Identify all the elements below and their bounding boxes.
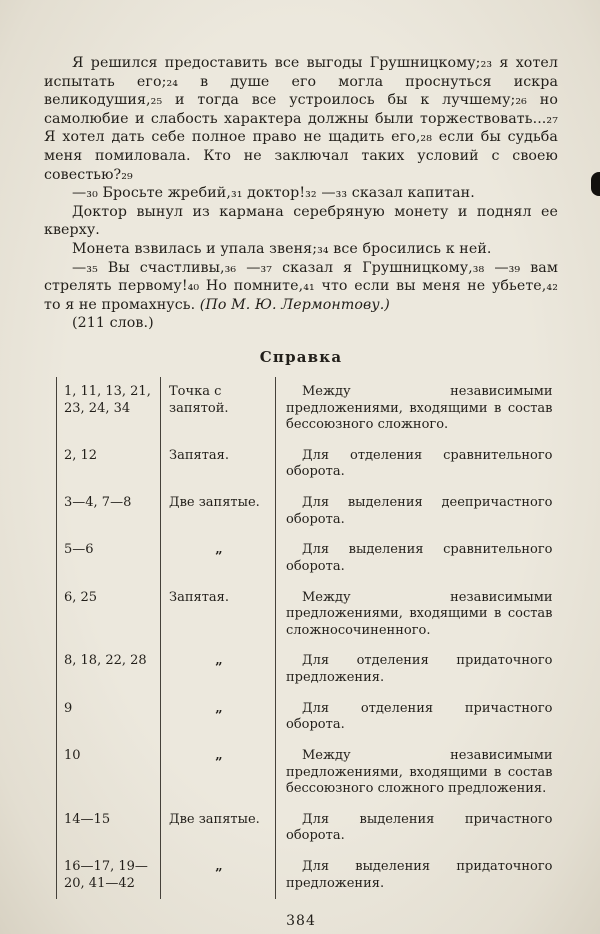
explanation-cell: Между независимыми предложениями, входящими в состав бессоюзного сложного предложения. — [276, 741, 557, 805]
table-row — [57, 377, 557, 441]
table-row — [57, 741, 557, 805]
table-row — [57, 805, 557, 852]
positions-cell: 1, 11, 13, 21, 23, 24, 34 — [57, 377, 161, 441]
table-row — [57, 646, 557, 693]
passage-paragraph — [44, 259, 558, 315]
mark-cell: „ — [161, 741, 276, 805]
mark-cell: „ — [161, 694, 276, 741]
explanation-cell: Между независимыми предложениями, входящими в состав сложносочиненного. — [276, 583, 557, 647]
explanation-cell: Для отделения причастного оборота. — [276, 694, 557, 741]
explanation-cell: Между независимыми предложениями, входящими в состав бессоюзного сложного. — [276, 377, 557, 441]
positions-cell: 9 — [57, 694, 161, 741]
positions-cell: 5—6 — [57, 535, 161, 582]
explanation-cell: Для выделения придаточного предложения. — [276, 852, 557, 899]
table-row — [57, 852, 557, 899]
positions-cell: 10 — [57, 741, 161, 805]
passage-paragraph: —₃₀ Бросьте жребий,₃₁ доктор!₃₂ —₃₃ сказал капитан. — [72, 185, 475, 202]
table-row — [57, 535, 557, 582]
positions-cell: 8, 18, 22, 28 — [57, 646, 161, 693]
positions-cell: 3—4, 7—8 — [57, 488, 161, 535]
explanation-cell: Для отделения сравнительного оборота. — [276, 441, 557, 488]
table-row — [57, 488, 557, 535]
mark-cell: „ — [161, 646, 276, 693]
mark-cell: Две запятые. — [161, 488, 276, 535]
author-attribution: (По М. Ю. Лермонтову.) — [199, 296, 390, 313]
mark-cell: „ — [161, 535, 276, 582]
reference-heading: Справка — [259, 347, 343, 366]
explanation-cell: Для выделения деепричастного оборота. — [276, 488, 557, 535]
passage-dialogue: —₃₅ Вы счастливы,₃₆ —₃₇ сказал я Грушницкому,₃₈ —₃₉ вам стрелять первому!₄₀ Но помните,₄₁ что если вы меня не убьете,₄₂ то я не промахнусь. — [44, 259, 558, 313]
mark-cell: Точка с запятой. — [161, 377, 276, 441]
passage-paragraph: Доктор вынул из кармана серебряную монету и поднял ее кверху. — [44, 203, 558, 239]
passage-paragraph: Я решился предоставить все выгоды Грушницкому;₂₃ я хотел испытать его;₂₄ в душе его могла проснуться искра великодушия,₂₅ и тогда все устроилось бы к лучшему;₂₆ но самолюбие и слабость характера должны были торжествовать...₂₇ Я хотел дать себе полное право не щадить его,₂₈ если бы судьба меня помиловала. Кто не заключал таких условий с своею совестью?₂₉ — [44, 55, 558, 183]
table-row — [57, 694, 557, 741]
positions-cell: 16—17, 19—20, 41—42 — [57, 852, 161, 899]
scan-artifact — [591, 172, 600, 196]
explanation-cell: Для выделения причастного оборота. — [276, 805, 557, 852]
table-row — [57, 583, 557, 647]
passage-paragraph: Монета взвилась и упала звеня;₃₄ все бросились к ней. — [72, 240, 492, 257]
positions-cell: 2, 12 — [57, 441, 161, 488]
explanation-cell: Для выделения сравнительного оборота. — [276, 535, 557, 582]
mark-cell: Две запятые. — [161, 805, 276, 852]
mark-cell: „ — [161, 852, 276, 899]
reference-table — [56, 377, 557, 899]
word-count: (211 слов.) — [72, 315, 154, 332]
table-row — [57, 441, 557, 488]
explanation-cell: Для отделения придаточного предложения. — [276, 646, 557, 693]
text-passage — [44, 54, 558, 333]
reference-table-body — [57, 377, 557, 899]
page-number: 384 — [286, 913, 316, 930]
mark-cell: Запятая. — [161, 583, 276, 647]
positions-cell: 14—15 — [57, 805, 161, 852]
mark-cell: Запятая. — [161, 441, 276, 488]
positions-cell: 6, 25 — [57, 583, 161, 647]
